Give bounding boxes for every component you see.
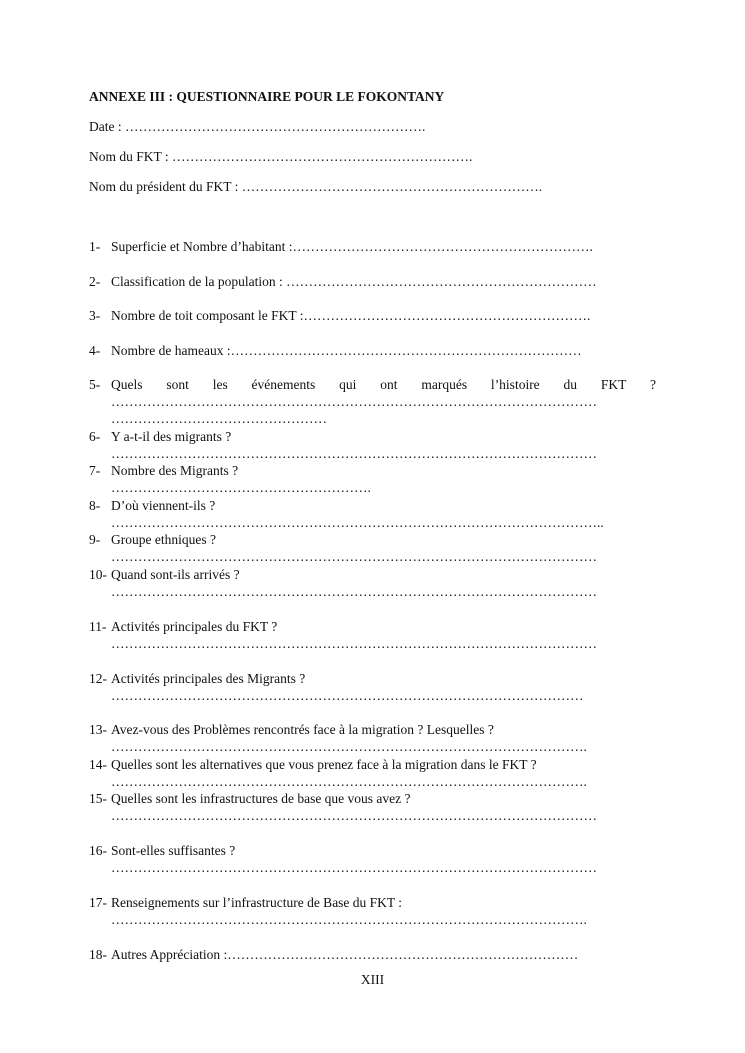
answer-dots: ……………………………………………………………………………………………. [111, 774, 587, 789]
answer-dots: ……………………………………………………………………………………………… [111, 860, 597, 875]
question-text: Quelles sont les alternatives que vous prenez face à la migration dans le FKT ? [111, 757, 537, 772]
fkt-name-field: Nom du FKT : …………………………………………………………. [89, 149, 473, 164]
question-number: 5- [89, 377, 101, 392]
answer-dots: ………………………………………… [111, 411, 327, 426]
question-11 [89, 618, 656, 651]
question-text: Renseignements sur l’infrastructure de Base du FKT : [111, 895, 403, 910]
question-number: 8- [89, 498, 101, 513]
question-text: Avez-vous des Problèmes rencontrés face à la migration ? Lesquelles ? [111, 722, 494, 737]
question-15 [89, 790, 656, 823]
question-text: Quand sont-ils arrivés ? [111, 567, 240, 582]
question-7 [89, 462, 656, 495]
question-text: Quels sont les événements qui ont marqués l’histoire du FKT ? [111, 377, 656, 392]
answer-dots: …………………………………………………………………………………………… [111, 688, 584, 703]
question-text: Y a-t-il des migrants ? [111, 429, 232, 444]
question-number: 17- [89, 895, 107, 910]
question-number: 9- [89, 532, 101, 547]
question-number: 6- [89, 429, 101, 444]
question-text: Nombre de toit composant le FKT :………………………………………………………. [111, 308, 591, 323]
question-text: Sont-elles suffisantes ? [111, 843, 236, 858]
question-number: 4- [89, 343, 101, 358]
question-10 [89, 566, 656, 599]
question-number: 12- [89, 671, 107, 686]
answer-dots: ……………………………………………………………………………………………… [111, 808, 597, 823]
question-number: 15- [89, 791, 107, 806]
question-8 [89, 497, 656, 530]
answer-dots: ……………………………………………………………………………………………… [111, 394, 597, 409]
question-13 [89, 721, 656, 754]
question-text: Superficie et Nombre d’habitant :…………………………………………………………. [111, 239, 593, 254]
question-4 [89, 342, 656, 359]
question-text: Classification de la population : …………………………………………………………… [111, 274, 597, 289]
question-text: D’où viennent-ils ? [111, 498, 216, 513]
answer-dots: ……………………………………………………………………………………………….. [111, 515, 604, 530]
question-number: 16- [89, 843, 107, 858]
question-number: 13- [89, 722, 107, 737]
question-number: 10- [89, 567, 107, 582]
question-17 [89, 894, 656, 927]
answer-dots: ……………………………………………………………………………………………… [111, 584, 597, 599]
answer-dots: ……………………………………………………………………………………………. [111, 739, 587, 754]
answer-dots: ……………………………………………………………………………………………… [111, 446, 597, 461]
question-number: 1- [89, 239, 101, 254]
question-1 [89, 238, 656, 255]
question-16 [89, 842, 656, 875]
question-number: 14- [89, 757, 107, 772]
question-text: Quelles sont les infrastructures de base que vous avez ? [111, 791, 411, 806]
president-name-field: Nom du président du FKT : …………………………………………………………. [89, 179, 543, 194]
question-text: Autres Appréciation :…………………………………………………………………… [111, 947, 579, 962]
question-text: Nombre de hameaux :…………………………………………………………………… [111, 343, 582, 358]
question-2 [89, 273, 656, 290]
question-number: 3- [89, 308, 101, 323]
question-3 [89, 307, 656, 324]
question-6 [89, 428, 656, 461]
answer-dots: ……………………………………………………………………………………………. [111, 912, 587, 927]
question-number: 7- [89, 463, 101, 478]
question-number: 2- [89, 274, 101, 289]
answer-dots: …………………………………………………. [111, 480, 371, 495]
date-field: Date : …………………………………………………………. [89, 119, 426, 134]
answer-dots: ……………………………………………………………………………………………… [111, 549, 597, 564]
question-5 [89, 376, 656, 426]
question-14 [89, 756, 656, 789]
question-18 [89, 946, 656, 963]
question-number: 18- [89, 947, 107, 962]
question-text: Activités principales des Migrants ? [111, 671, 306, 686]
question-text: Nombre des Migrants ? [111, 463, 239, 478]
question-text: Groupe ethniques ? [111, 532, 216, 547]
question-number: 11- [89, 619, 107, 634]
answer-dots: ……………………………………………………………………………………………… [111, 636, 597, 651]
document-title: ANNEXE III : QUESTIONNAIRE POUR LE FOKONTANY [89, 89, 445, 104]
page-number: XIII [360, 972, 385, 987]
question-9 [89, 531, 656, 564]
question-text: Activités principales du FKT ? [111, 619, 278, 634]
question-12 [89, 670, 656, 703]
